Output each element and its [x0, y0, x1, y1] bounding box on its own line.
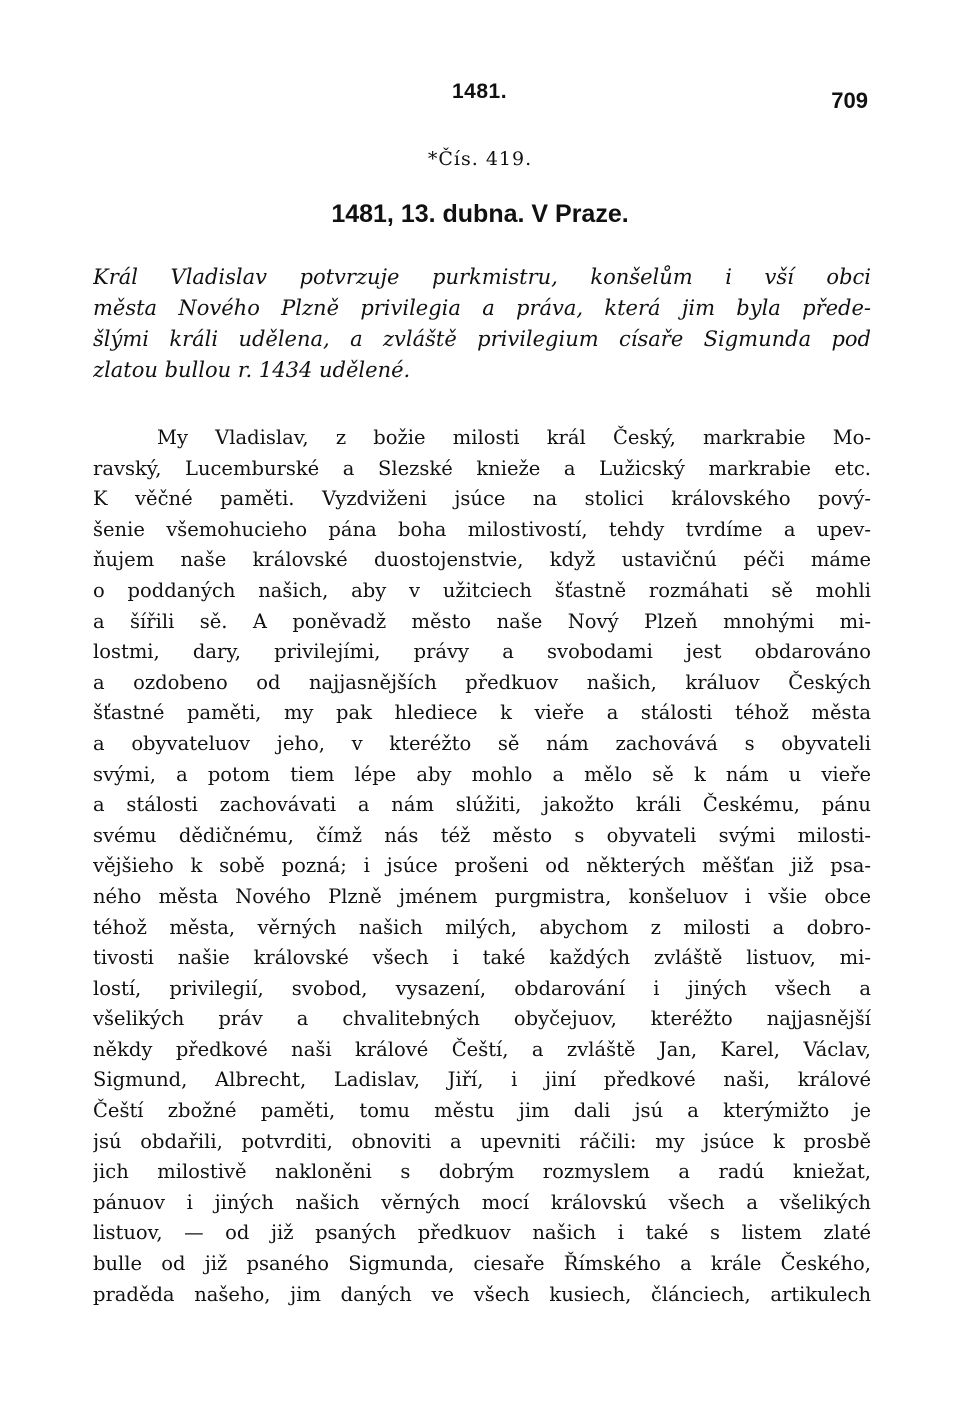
body-line: svými, a potom tiem lépe aby mohlo a mělo sě k nám u vieře — [93, 762, 871, 786]
body-line: listuov, — od již psaných předkuov našich i také s listem zlaté — [93, 1221, 871, 1245]
regest-line: šlými králi udělena, a zvláště privilegium císaře Sigmunda pod — [93, 327, 871, 351]
body-line: ného města Nového Plzně jménem purgmistra, konšeluov i všie obce — [93, 884, 871, 908]
page-number: 709 — [831, 88, 868, 113]
body-line: Čeští zbožné paměti, tomu městu jim dali jsú a kterýmižto je — [93, 1099, 871, 1123]
regest-line: Král Vladislav potvrzuje purkmistru, konšelům i vší obci — [93, 265, 871, 289]
body-line: bulle od již psaného Sigmunda, ciesaře Římského a krále Českého, — [93, 1252, 871, 1276]
body-line: lostí, privilegií, svobod, vysazení, obdarování i jiných všech a — [93, 976, 871, 1000]
charter-text — [93, 423, 871, 1310]
body-line: o poddaných našich, aby v užitciech šťastně rozmáhati sě mohli — [93, 578, 871, 602]
body-line: šenie všemohucieho pána boha milostivostí, tehdy tvrdíme a upev- — [93, 517, 871, 541]
body-line: někdy předkové naši králové Čeští, a zvláště Jan, Karel, Václav, — [93, 1037, 871, 1061]
body-line: a stálosti zachovávati a nám slúžiti, jakožto králi Českému, pánu — [93, 793, 871, 817]
document-date-place: 1481, 13. dubna. V Praze. — [331, 200, 629, 228]
body-line: a šířili sě. A poněvadž město naše Nový Plzeň mnohými mi- — [93, 609, 871, 633]
body-line: a ozdobeno od najjasnějších předkuov našich, králuov Českých — [93, 670, 871, 694]
body-line: My Vladislav, z božie milosti král Český, markrabie Mo- — [157, 426, 871, 449]
body-line: svému dědičnému, čímž nás též město s obyvateli svými milosti- — [93, 823, 871, 847]
body-line: ňujem naše královské duostojenstvie, když ustavičnú péči máme — [93, 548, 871, 572]
body-line: všelikých práv a chvalitebných obyčejuov, kteréžto najjasnější — [93, 1007, 871, 1031]
body-line: téhož města, věrných našich milých, abychom z milosti a dobro- — [93, 915, 871, 939]
body-line: vějšieho k sobě pozná; i jsúce prošeni od některých měšťan již psa- — [93, 854, 871, 878]
running-header-year: 1481. — [452, 80, 508, 103]
body-line: K věčné paměti. Vyzdviženi jsúce na stolici královského pový- — [93, 487, 871, 511]
body-line: lostmi, dary, privilejími, právy a svobodami jest obdarováno — [93, 640, 871, 664]
body-line: a obyvateluov jeho, v kteréžto sě nám zachovává s obyvateli — [93, 731, 871, 755]
body-line: praděda našeho, jim daných ve všech kusiech, článciech, artikulech — [93, 1282, 871, 1306]
body-line: pánuov i jiných našich věrných mocí královskú všech a všelikých — [93, 1190, 871, 1214]
body-line: Sigmund, Albrecht, Ladislav, Jiří, i jiní předkové naši, králové — [93, 1068, 871, 1092]
body-line: šťastné paměti, my pak hlediece k vieře a stálosti téhož města — [93, 701, 871, 725]
regest-summary — [93, 262, 871, 386]
body-line: jsú obdařili, potvrditi, obnoviti a upevniti ráčili: my jsúce k prosbě — [93, 1129, 871, 1153]
body-line: jich milostivě nakloněni s dobrým rozmyslem a radú kniežat, — [93, 1160, 871, 1184]
document-number: *Čís. 419. — [427, 148, 533, 170]
regest-line: města Nového Plzně privilegia a práva, která jim byla přede- — [93, 296, 871, 320]
body-line: tivosti našie královské všech i také každých zvláště listuov, mi- — [93, 946, 871, 970]
body-line: ravský, Lucemburské a Slezské knieže a Lužicský markrabie etc. — [93, 456, 871, 480]
regest-line: zlatou bullou r. 1434 udělené. — [93, 358, 411, 382]
